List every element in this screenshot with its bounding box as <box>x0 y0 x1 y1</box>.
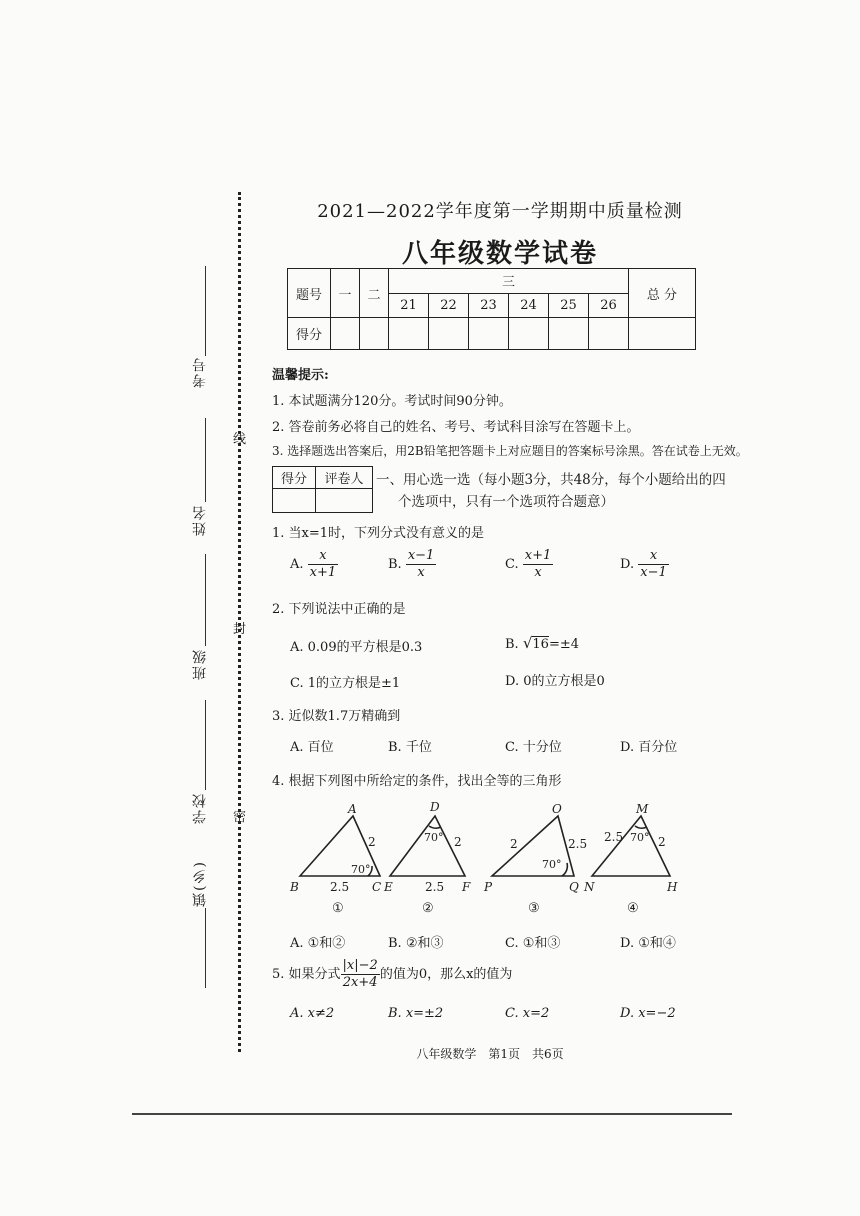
score-table <box>287 268 696 350</box>
q1-option-a-fraction <box>308 548 339 581</box>
q5-stem <box>272 958 512 991</box>
score-table-item: 23 <box>469 293 509 318</box>
angle-label: 70° <box>351 863 371 876</box>
q4-stem: 4. 根据下列图中所给定的条件，找出全等的三角形 <box>272 774 562 789</box>
score-cell <box>331 318 360 350</box>
score-cell <box>360 318 389 350</box>
vertex-label: E <box>384 880 393 894</box>
field-class-line <box>205 554 206 646</box>
angle-arc-3 <box>562 863 567 876</box>
score-table-item: 24 <box>509 293 549 318</box>
q2-option-b-label: B. <box>505 637 519 652</box>
sqrt-symbol: √ <box>522 634 533 652</box>
note-item: 2. 答卷前务必将自己的姓名、考号、考试科目涂写在答题卡上。 <box>272 420 640 435</box>
vertex-label: Q <box>569 880 579 894</box>
q4-option-d: D. ①和④ <box>620 936 676 951</box>
field-exam-number: 考号 <box>192 356 208 388</box>
q4-triangles-figure <box>280 796 700 920</box>
side-label: 2.5 <box>330 880 350 894</box>
numerator: x+1 <box>524 548 552 563</box>
q1-option-b <box>388 548 436 581</box>
grader-box <box>272 466 373 513</box>
score-table-item: 22 <box>429 293 469 318</box>
q5-stem-post: 的值为0，那么x的值为 <box>379 967 513 982</box>
q1-option-b-fraction <box>406 548 437 581</box>
grader-score-label: 得分 <box>273 467 316 489</box>
q5-option-a: A. x≠2 <box>290 1006 335 1021</box>
score-cell <box>429 318 469 350</box>
q1-option-a <box>290 548 338 581</box>
section1-heading: 一、用心选一选（每小题3分，共48分，每个小题给出的四 <box>376 472 726 488</box>
angle-label: 70° <box>424 831 444 844</box>
binding-mark-line: 线 <box>233 432 247 447</box>
q1-option-c-label: C. <box>505 557 519 572</box>
binding-mark-seal: 封 <box>233 622 247 637</box>
numerator: x−1 <box>407 548 435 563</box>
score-table-sec3: 三 <box>389 269 629 294</box>
q2-option-b <box>505 634 579 652</box>
q1-option-d-label: D. <box>620 557 635 572</box>
field-town-line <box>205 908 206 988</box>
angle-label: 70° <box>630 831 650 844</box>
page-bottom-rule <box>132 1113 732 1115</box>
q3-option-b: B. 千位 <box>388 740 432 755</box>
q1-option-d-fraction <box>638 548 669 581</box>
vertex-label: M <box>636 802 649 816</box>
denominator: x <box>534 565 542 580</box>
score-table-item: 26 <box>589 293 629 318</box>
binding-mark-secret: 密 <box>233 810 247 825</box>
score-table-score-label: 得分 <box>288 318 331 350</box>
grader-score-cell <box>273 489 316 513</box>
q1-stem: 1. 当x=1时，下列分式没有意义的是 <box>272 526 485 541</box>
vertex-label: O <box>552 802 562 816</box>
score-table-sec1: 一 <box>331 269 360 318</box>
q1-option-c-fraction <box>523 548 554 581</box>
q4-option-b: B. ②和③ <box>388 936 444 951</box>
q3-stem: 3. 近似数1.7万精确到 <box>272 709 401 724</box>
note-item: 3. 选择题选出答案后，用2B铅笔把答题卡上对应题目的答案标号涂黑。答在试卷上无效。 <box>272 444 748 458</box>
note-item: 1. 本试题满分120分。考试时间90分钟。 <box>272 394 512 409</box>
numerator: |x|−2 <box>342 958 378 973</box>
side-label: 2.5 <box>425 880 445 894</box>
score-cell <box>509 318 549 350</box>
exam-subtitle: 八年级数学试卷 <box>401 239 598 269</box>
vertex-label: H <box>667 880 678 894</box>
score-table-total: 总 分 <box>629 269 696 318</box>
score-cell <box>589 318 629 350</box>
q5-fraction <box>341 958 380 991</box>
score-cell <box>629 318 696 350</box>
side-label: 2.5 <box>604 830 624 844</box>
score-table-sec2: 二 <box>360 269 389 318</box>
vertex-label: D <box>430 800 440 814</box>
score-table-item: 21 <box>389 293 429 318</box>
q4-option-a: A. ①和② <box>290 936 346 951</box>
numerator: x <box>308 548 339 565</box>
q3-option-c: C. 十分位 <box>505 740 562 755</box>
q1-option-b-label: B. <box>388 557 402 572</box>
vertex-label: C <box>372 880 382 894</box>
vertex-label: B <box>290 880 299 894</box>
field-exam-number-line <box>205 266 206 356</box>
q2-option-a: A. 0.09的平方根是0.3 <box>290 640 423 655</box>
grader-reviewer-cell <box>316 489 373 513</box>
q1-option-c <box>505 548 553 581</box>
denominator: x+1 <box>309 565 337 580</box>
field-school-line <box>205 700 206 790</box>
side-label: 2 <box>510 837 518 851</box>
field-class: 班级 <box>192 648 208 680</box>
q4-option-c: C. ①和③ <box>505 936 561 951</box>
vertex-label: F <box>462 880 471 894</box>
q5-option-d: D. x=−2 <box>620 1006 676 1021</box>
q5-option-c: C. x=2 <box>505 1006 550 1021</box>
denominator: x−1 <box>640 565 667 580</box>
triangle-3 <box>492 816 574 876</box>
page-footer: 八年级数学 第1页 共6页 <box>416 1047 564 1061</box>
denominator: x <box>417 565 425 580</box>
figure-number: ④ <box>627 901 639 916</box>
q1-option-d <box>620 548 669 581</box>
q2-stem: 2. 下列说法中正确的是 <box>272 602 406 617</box>
q1-option-a-label: A. <box>290 557 304 572</box>
score-cell <box>469 318 509 350</box>
field-town: 镇(乡) <box>192 860 208 907</box>
figure-number: ③ <box>528 901 540 916</box>
q2-option-d: D. 0的立方根是0 <box>505 674 605 689</box>
side-label: 2 <box>368 835 376 849</box>
field-school: 学校 <box>192 792 208 824</box>
field-name-line <box>205 418 206 502</box>
score-table-header-label: 题号 <box>288 269 331 318</box>
score-cell <box>549 318 589 350</box>
figure-number: ① <box>332 901 344 916</box>
q3-option-a: A. 百位 <box>290 740 334 755</box>
side-label: 2 <box>454 835 462 849</box>
q2-option-c: C. 1的立方根是±1 <box>290 676 401 691</box>
numerator: x <box>638 548 669 565</box>
score-table-item: 25 <box>549 293 589 318</box>
radicand: 16 <box>532 637 549 652</box>
notes-heading: 温馨提示: <box>272 368 329 383</box>
vertex-label: A <box>348 802 357 816</box>
denominator: 2x+4 <box>342 975 378 990</box>
angle-arc-2 <box>429 826 441 828</box>
vertex-label: N <box>584 880 595 894</box>
field-name: 姓名 <box>192 504 208 536</box>
q2-option-b-rest: =±4 <box>548 637 579 652</box>
figure-number: ② <box>422 901 434 916</box>
q5-stem-pre: 5. 如果分式 <box>272 967 341 982</box>
grader-reviewer-label: 评卷人 <box>316 467 373 489</box>
q5-option-b: B. x=±2 <box>388 1006 444 1021</box>
side-label: 2.5 <box>568 837 588 851</box>
q3-option-d: D. 百分位 <box>620 740 678 755</box>
angle-label: 70° <box>542 858 562 871</box>
exam-title: 2021—2022学年度第一学期期中质量检测 <box>317 201 683 222</box>
side-label: 2 <box>658 835 666 849</box>
vertex-label: P <box>484 880 493 894</box>
score-cell <box>389 318 429 350</box>
section1-heading-cont: 个选项中，只有一个选项符合题意） <box>398 494 614 510</box>
